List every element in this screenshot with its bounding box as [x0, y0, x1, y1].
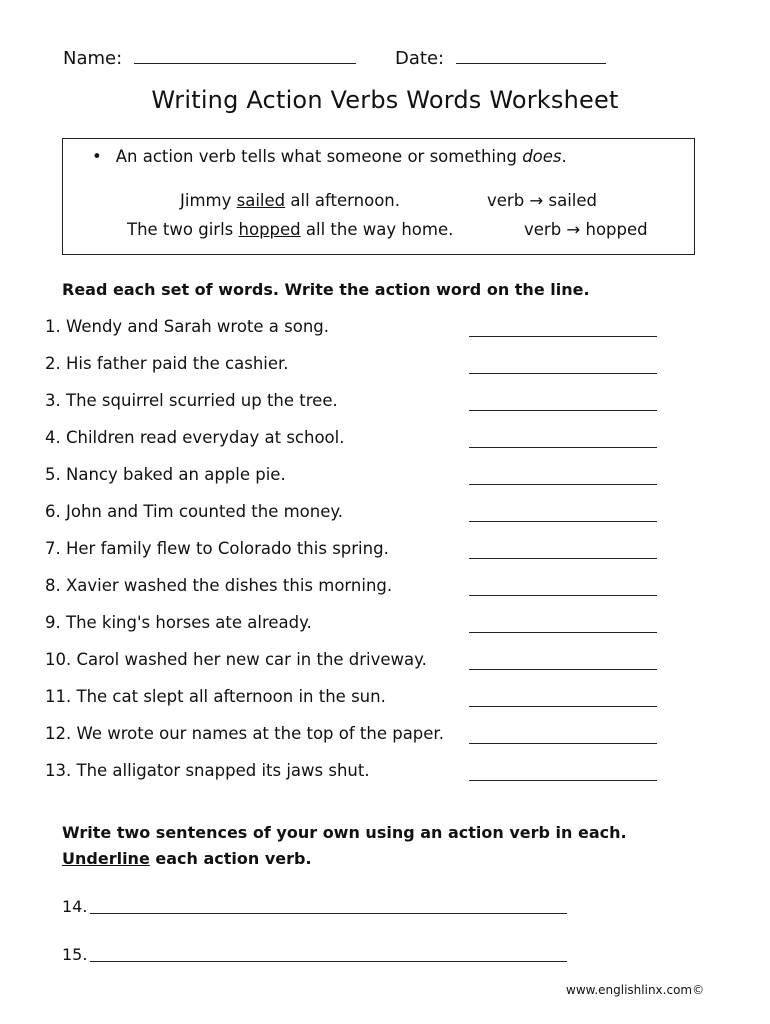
name-blank-line[interactable] — [134, 63, 356, 64]
bullet-mark: • — [92, 147, 102, 166]
answer-line[interactable] — [469, 336, 657, 337]
definition-end: . — [561, 147, 567, 166]
question-item: 12. We wrote our names at the top of the paper. — [45, 724, 444, 743]
example-sentence-1 — [180, 191, 400, 210]
question-item: 1. Wendy and Sarah wrote a song. — [45, 317, 329, 336]
answer-line[interactable] — [469, 780, 657, 781]
writing-line[interactable] — [90, 961, 567, 962]
answer-line[interactable] — [469, 521, 657, 522]
answer-line[interactable] — [469, 595, 657, 596]
question-item: 5. Nancy baked an apple pie. — [45, 465, 286, 484]
answer-line[interactable] — [469, 706, 657, 707]
writing-line[interactable] — [90, 913, 567, 914]
question-item: 8. Xavier washed the dishes this morning. — [45, 576, 393, 595]
question-item: 13. The alligator snapped its jaws shut. — [45, 761, 370, 780]
writing-instructions — [62, 820, 712, 872]
worksheet-title: Writing Action Verbs Words Worksheet — [151, 86, 619, 114]
example-sentence-2 — [127, 220, 453, 239]
writing-prompt-14: 14. — [62, 897, 88, 916]
answer-line[interactable] — [469, 743, 657, 744]
example-2-verb: hopped — [238, 220, 301, 239]
question-item: 3. The squirrel scurried up the tree. — [45, 391, 338, 410]
answer-line[interactable] — [469, 484, 657, 485]
example-2-pre: The two girls — [127, 220, 239, 239]
example-1-pre: Jimmy — [180, 191, 237, 210]
name-label: Name: — [63, 48, 123, 69]
footer-credit: www.englishlinx.com© — [566, 983, 705, 997]
answer-line[interactable] — [469, 669, 657, 670]
question-item: 9. The king's horses ate already. — [45, 613, 312, 632]
example-answer-2: verb → hopped — [524, 220, 648, 239]
example-1-verb: sailed — [236, 191, 286, 210]
example-1-post: all afternoon. — [285, 191, 400, 210]
example-2-post: all the way home. — [300, 220, 454, 239]
definition-emphasis: does — [522, 147, 562, 166]
question-item: 2. His father paid the cashier. — [45, 354, 289, 373]
question-item: 11. The cat slept all afternoon in the sun. — [45, 687, 386, 706]
answer-line[interactable] — [469, 558, 657, 559]
writing-instructions-part1: Write two sentences of your own using an action verb in each. — [62, 823, 627, 842]
answer-line[interactable] — [469, 447, 657, 448]
question-item: 7. Her family flew to Colorado this spring. — [45, 539, 389, 558]
question-item: 10. Carol washed her new car in the driveway. — [45, 650, 427, 669]
definition-main: An action verb tells what someone or something — [115, 147, 523, 166]
answer-line[interactable] — [469, 373, 657, 374]
answer-line[interactable] — [469, 632, 657, 633]
answer-line[interactable] — [469, 410, 657, 411]
writing-prompt-15: 15. — [62, 945, 88, 964]
date-blank-line[interactable] — [456, 63, 606, 64]
name-field-row — [63, 48, 356, 69]
date-label: Date: — [395, 48, 445, 69]
date-field-row — [395, 48, 606, 69]
writing-instructions-underlined: Underline — [62, 849, 150, 868]
definition-text — [92, 147, 567, 166]
example-answer-1: verb → sailed — [487, 191, 597, 210]
instructions: Read each set of words. Write the action word on the line. — [62, 280, 590, 299]
question-item: 6. John and Tim counted the money. — [45, 502, 344, 521]
writing-instructions-part2: each action verb. — [149, 849, 312, 868]
question-item: 4. Children read everyday at school. — [45, 428, 345, 447]
